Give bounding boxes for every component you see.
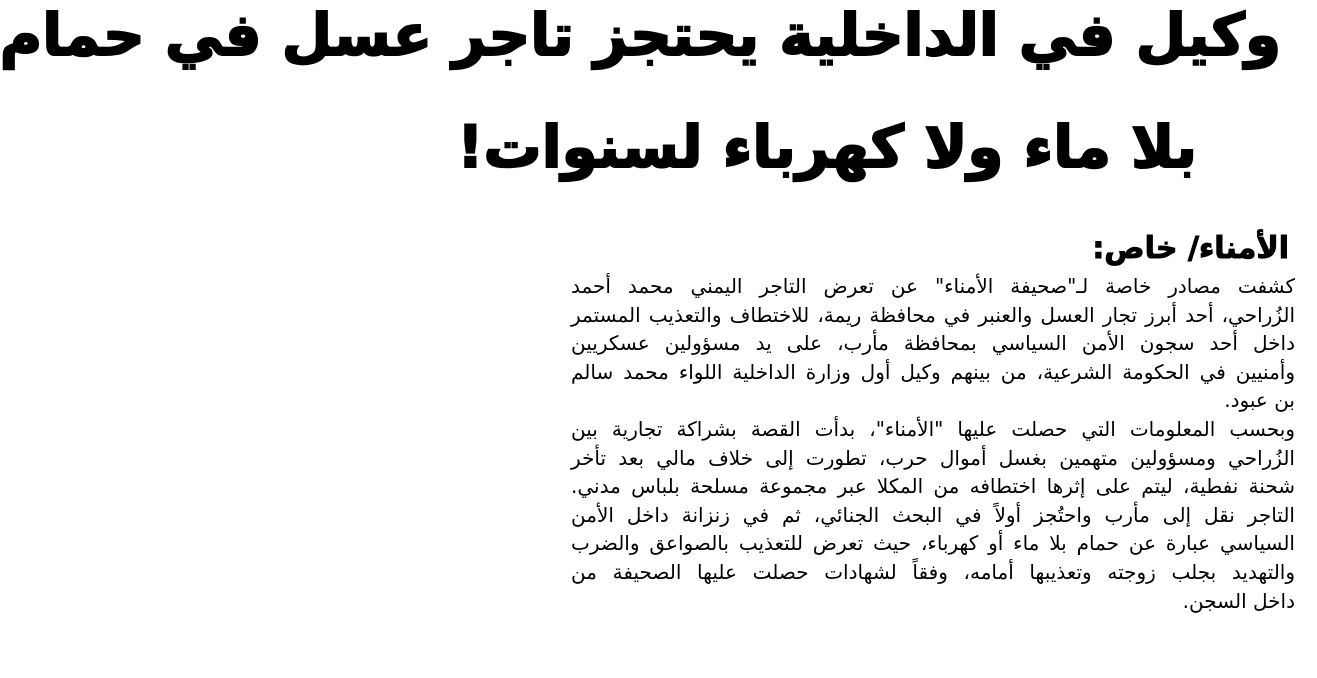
paragraph-line: التاجر نقل إلى مأرب واحتُجز أولاً في البحث الجنائي، ثم في زنزانة داخل الأمن xyxy=(571,502,1295,527)
paragraph-line: الزُراحي ومسؤولين متهمين بغسل أموال حرب، تطورت إلى خلاف مالي بعد تأخر xyxy=(571,445,1295,470)
paragraph-line: وأمنيين في الحكومة الشرعية، من بينهم وكيل أول وزارة الداخلية اللواء محمد سالم xyxy=(571,359,1295,384)
headline-line-2: بلا ماء ولا كهرباء لسنوات! xyxy=(457,113,1197,181)
paragraph-line: والتهديد بجلب زوجته وتعذيبها أمامه، وفقاً لشهادات حصلت عليها الصحيفة من xyxy=(571,559,1295,584)
paragraph-3 xyxy=(571,501,1295,615)
paragraph-line: كشفت مصادر خاصة لـ"صحيفة الأمناء" عن تعرض التاجر اليمني محمد أحمد xyxy=(571,274,1295,298)
byline: الأمناء/ خاص: xyxy=(1092,231,1289,266)
paragraph-line: بن عبود. xyxy=(1224,388,1295,413)
article-body xyxy=(571,272,1295,615)
paragraph-line: الزُراحي، أحد أبرز تجار العسل والعنبر في محافظة ريمة، للاختطاف والتعذيب المستمر xyxy=(571,302,1295,327)
paragraph-line: داخل أحد سجون الأمن السياسي بمحافظة مأرب، على يد مسؤولين عسكريين xyxy=(571,331,1295,356)
paragraph-line: داخل السجن. xyxy=(1182,588,1295,613)
paragraph-2 xyxy=(571,415,1295,501)
paragraph-line: السياسي عبارة عن حمام بلا ماء أو كهرباء، حيث تعرض للتعذيب بالصواعق والضرب xyxy=(571,531,1295,556)
paragraph-line: شحنة نفطية، ليتم على إثرها اختطافه من المكلا عبر مجموعة مسلحة بلباس مدني. xyxy=(571,474,1295,499)
headline-line-1: وكيل في الداخلية يحتجز تاجر عسل في حمام xyxy=(0,1,1281,69)
paragraph-1 xyxy=(571,272,1295,415)
paragraph-line: وبحسب المعلومات التي حصلت عليها "الأمناء"، بدأت القصة بشراكة تجارية بين xyxy=(571,416,1295,441)
